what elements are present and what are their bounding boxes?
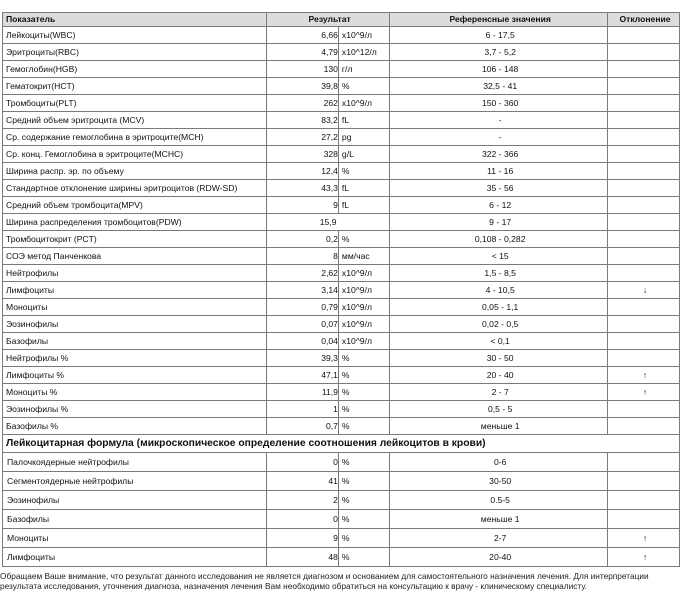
- parameter-name: Ширина распр. эр. по объему: [3, 163, 267, 180]
- parameter-name: Тромбоцитокрит (PCT): [3, 231, 267, 248]
- result-unit: g/L: [338, 146, 389, 163]
- result-unit: fL: [338, 197, 389, 214]
- parameter-name: Средний объем эритроцита (MCV): [3, 112, 267, 129]
- reference-range: 106 - 148: [390, 61, 608, 78]
- result-unit: %: [338, 78, 389, 95]
- table-row: [3, 453, 680, 472]
- table-row: [3, 163, 680, 180]
- parameter-name: Лейкоциты(WBC): [3, 27, 267, 44]
- header-result: Результат: [267, 13, 390, 27]
- result-value: 262: [267, 95, 339, 112]
- result-unit: pg: [338, 129, 389, 146]
- table-row: [3, 418, 680, 435]
- table-row: [3, 27, 680, 44]
- parameter-name: Лимфоциты: [3, 282, 267, 299]
- reference-range: 4 - 10,5: [390, 282, 608, 299]
- result-value: 11,9: [267, 384, 339, 401]
- reference-range: 32,5 - 41: [390, 78, 608, 95]
- result-value: 9: [267, 197, 339, 214]
- reference-range: 35 - 56: [390, 180, 608, 197]
- table-row: [3, 129, 680, 146]
- table-row: [3, 316, 680, 333]
- deviation-cell: [608, 265, 680, 282]
- result-value: 39,3: [267, 350, 339, 367]
- table-row: [3, 367, 680, 384]
- table-row: [3, 197, 680, 214]
- result-value: 2,62: [267, 265, 339, 282]
- table-header-row: [3, 13, 680, 27]
- reference-range: 322 - 366: [390, 146, 608, 163]
- results-table: [2, 12, 680, 567]
- result-value: 0,04: [267, 333, 339, 350]
- parameter-name: Базофилы: [3, 510, 267, 529]
- parameter-name: Ширина распределения тромбоцитов(PDW): [3, 214, 267, 231]
- reference-range: -: [390, 129, 608, 146]
- result-value: 3,14: [267, 282, 339, 299]
- parameter-name: Ср. содержание гемоглобина в эритроците(MCH): [3, 129, 267, 146]
- table-row: [3, 299, 680, 316]
- formula-body: [3, 435, 680, 567]
- reference-range: 0,108 - 0,282: [390, 231, 608, 248]
- result-unit: %: [338, 401, 389, 418]
- deviation-cell: [608, 453, 680, 472]
- result-unit: x10^9/л: [338, 316, 389, 333]
- arrow-up-icon: ↑: [608, 384, 680, 401]
- result-unit: %: [338, 163, 389, 180]
- result-value: 0: [267, 453, 339, 472]
- result-unit: x10^9/л: [338, 299, 389, 316]
- table-row: [3, 180, 680, 197]
- table-row: [3, 401, 680, 418]
- result-unit: x10^9/л: [338, 282, 389, 299]
- result-unit: %: [338, 548, 389, 567]
- reference-range: 30 - 50: [390, 350, 608, 367]
- reference-range: 30-50: [390, 472, 608, 491]
- result-unit: %: [338, 350, 389, 367]
- footer-note: Обращаем Ваше внимание, что результат данного исследования не является диагнозом и основанием для самостоятельного назначения лечения. Для интерпретации результата исследования, уточнения диагноза, назначения лечения Вам необходимо обратиться на консультацию к врачу - клиническому специалисту.: [0, 571, 649, 591]
- result-unit: x10^9/л: [338, 95, 389, 112]
- parameter-name: Эозинофилы %: [3, 401, 267, 418]
- deviation-cell: [608, 491, 680, 510]
- table-row: [3, 529, 680, 548]
- deviation-cell: [608, 401, 680, 418]
- reference-range: 0.5-5: [390, 491, 608, 510]
- parameter-name: Нейтрофилы %: [3, 350, 267, 367]
- header-reference: Референсные значения: [390, 13, 608, 27]
- deviation-cell: [608, 112, 680, 129]
- table-row: [3, 265, 680, 282]
- reference-range: 20-40: [390, 548, 608, 567]
- result-value: 9: [267, 529, 339, 548]
- parameter-name: Стандартное отклонение ширины эритроцитов (RDW-SD): [3, 180, 267, 197]
- reference-range: 20 - 40: [390, 367, 608, 384]
- parameter-name: Ср. конц. Гемоглобина в эритроците(MCHC): [3, 146, 267, 163]
- result-unit: %: [338, 453, 389, 472]
- result-unit: %: [338, 384, 389, 401]
- arrow-up-icon: ↑: [608, 367, 680, 384]
- reference-range: 6 - 12: [390, 197, 608, 214]
- reference-range: 2-7: [390, 529, 608, 548]
- table-row: [3, 548, 680, 567]
- result-value: 39,8: [267, 78, 339, 95]
- table-row: [3, 95, 680, 112]
- table-row: [3, 112, 680, 129]
- result-value: 0,2: [267, 231, 339, 248]
- result-unit: x10^9/л: [338, 265, 389, 282]
- result-value: 8: [267, 248, 339, 265]
- table-row: [3, 146, 680, 163]
- parameter-name: Эозинофилы: [3, 316, 267, 333]
- reference-range: 11 - 16: [390, 163, 608, 180]
- table-row: [3, 333, 680, 350]
- deviation-cell: [608, 333, 680, 350]
- parameter-name: Сегментоядерные нейтрофилы: [3, 472, 267, 491]
- parameter-name: Нейтрофилы: [3, 265, 267, 282]
- reference-range: 9 - 17: [390, 214, 608, 231]
- deviation-cell: [608, 418, 680, 435]
- reference-range: меньше 1: [390, 510, 608, 529]
- result-value: 15,9: [267, 214, 390, 231]
- arrow-up-icon: ↑: [608, 529, 680, 548]
- header-parameter: Показатель: [3, 13, 267, 27]
- result-value: 328: [267, 146, 339, 163]
- parameter-name: Тромбоциты(PLT): [3, 95, 267, 112]
- result-value: 83,2: [267, 112, 339, 129]
- result-unit: x10^9/л: [338, 333, 389, 350]
- reference-range: 150 - 360: [390, 95, 608, 112]
- deviation-cell: [608, 248, 680, 265]
- table-row: [3, 384, 680, 401]
- result-value: 4,79: [267, 44, 339, 61]
- result-value: 0,79: [267, 299, 339, 316]
- header-deviation: Отклонение: [608, 13, 680, 27]
- reference-range: 0,05 - 1,1: [390, 299, 608, 316]
- arrow-down-icon: ↓: [608, 282, 680, 299]
- parameter-name: Моноциты %: [3, 384, 267, 401]
- reference-range: 3,7 - 5,2: [390, 44, 608, 61]
- deviation-cell: [608, 163, 680, 180]
- parameter-name: Базофилы %: [3, 418, 267, 435]
- result-unit: %: [338, 510, 389, 529]
- reference-range: -: [390, 112, 608, 129]
- result-unit: г/л: [338, 61, 389, 78]
- section-title: Лейкоцитарная формула (микроскопическое определение соотношения лейкоцитов в крови): [3, 435, 680, 453]
- section-header-row: [3, 435, 680, 453]
- parameter-name: Гематокрит(HCT): [3, 78, 267, 95]
- deviation-cell: [608, 146, 680, 163]
- result-unit: fL: [338, 180, 389, 197]
- reference-range: 1,5 - 8,5: [390, 265, 608, 282]
- table-row: [3, 231, 680, 248]
- deviation-cell: [608, 95, 680, 112]
- result-value: 130: [267, 61, 339, 78]
- deviation-cell: [608, 231, 680, 248]
- result-unit: %: [338, 418, 389, 435]
- reference-range: 0,5 - 5: [390, 401, 608, 418]
- table-row: [3, 282, 680, 299]
- deviation-cell: [608, 510, 680, 529]
- parameter-name: Лимфоциты: [3, 548, 267, 567]
- reference-range: 2 - 7: [390, 384, 608, 401]
- result-unit: %: [338, 472, 389, 491]
- parameter-name: Гемоглобин(HGB): [3, 61, 267, 78]
- table-row: [3, 472, 680, 491]
- result-value: 2: [267, 491, 339, 510]
- reference-range: 0,02 - 0,5: [390, 316, 608, 333]
- deviation-cell: [608, 350, 680, 367]
- result-unit: %: [338, 491, 389, 510]
- parameter-name: Палочкоядерные нейтрофилы: [3, 453, 267, 472]
- deviation-cell: [608, 180, 680, 197]
- parameter-name: Моноциты: [3, 299, 267, 316]
- parameter-name: Моноциты: [3, 529, 267, 548]
- result-value: 6,66: [267, 27, 339, 44]
- table-row: [3, 214, 680, 231]
- result-unit: fL: [338, 112, 389, 129]
- reference-range: 6 - 17,5: [390, 27, 608, 44]
- result-value: 0,7: [267, 418, 339, 435]
- result-value: 12,4: [267, 163, 339, 180]
- table-row: [3, 510, 680, 529]
- result-unit: x10^9/л: [338, 27, 389, 44]
- result-unit: мм/час: [338, 248, 389, 265]
- parameter-name: Лимфоциты %: [3, 367, 267, 384]
- parameter-name: Средний объем тромбоцита(MPV): [3, 197, 267, 214]
- deviation-cell: [608, 316, 680, 333]
- deviation-cell: [608, 27, 680, 44]
- result-value: 41: [267, 472, 339, 491]
- deviation-cell: [608, 61, 680, 78]
- table-row: [3, 491, 680, 510]
- parameter-name: Эритроциты(RBC): [3, 44, 267, 61]
- deviation-cell: [608, 472, 680, 491]
- reference-range: 0-6: [390, 453, 608, 472]
- deviation-cell: [608, 197, 680, 214]
- result-value: 47,1: [267, 367, 339, 384]
- result-value: 1: [267, 401, 339, 418]
- result-value: 0,07: [267, 316, 339, 333]
- results-body: [3, 27, 680, 435]
- deviation-cell: [608, 214, 680, 231]
- deviation-cell: [608, 129, 680, 146]
- table-row: [3, 78, 680, 95]
- result-unit: x10^12/л: [338, 44, 389, 61]
- arrow-up-icon: ↑: [608, 548, 680, 567]
- table-row: [3, 350, 680, 367]
- result-value: 0: [267, 510, 339, 529]
- result-value: 43,3: [267, 180, 339, 197]
- table-row: [3, 61, 680, 78]
- parameter-name: Базофилы: [3, 333, 267, 350]
- result-unit: %: [338, 367, 389, 384]
- result-unit: %: [338, 529, 389, 548]
- parameter-name: Эозинофилы: [3, 491, 267, 510]
- deviation-cell: [608, 44, 680, 61]
- table-row: [3, 44, 680, 61]
- reference-range: < 0,1: [390, 333, 608, 350]
- result-value: 48: [267, 548, 339, 567]
- result-value: 27,2: [267, 129, 339, 146]
- table-row: [3, 248, 680, 265]
- deviation-cell: [608, 299, 680, 316]
- reference-range: меньше 1: [390, 418, 608, 435]
- reference-range: < 15: [390, 248, 608, 265]
- parameter-name: СОЭ метод Панченкова: [3, 248, 267, 265]
- result-unit: %: [338, 231, 389, 248]
- deviation-cell: [608, 78, 680, 95]
